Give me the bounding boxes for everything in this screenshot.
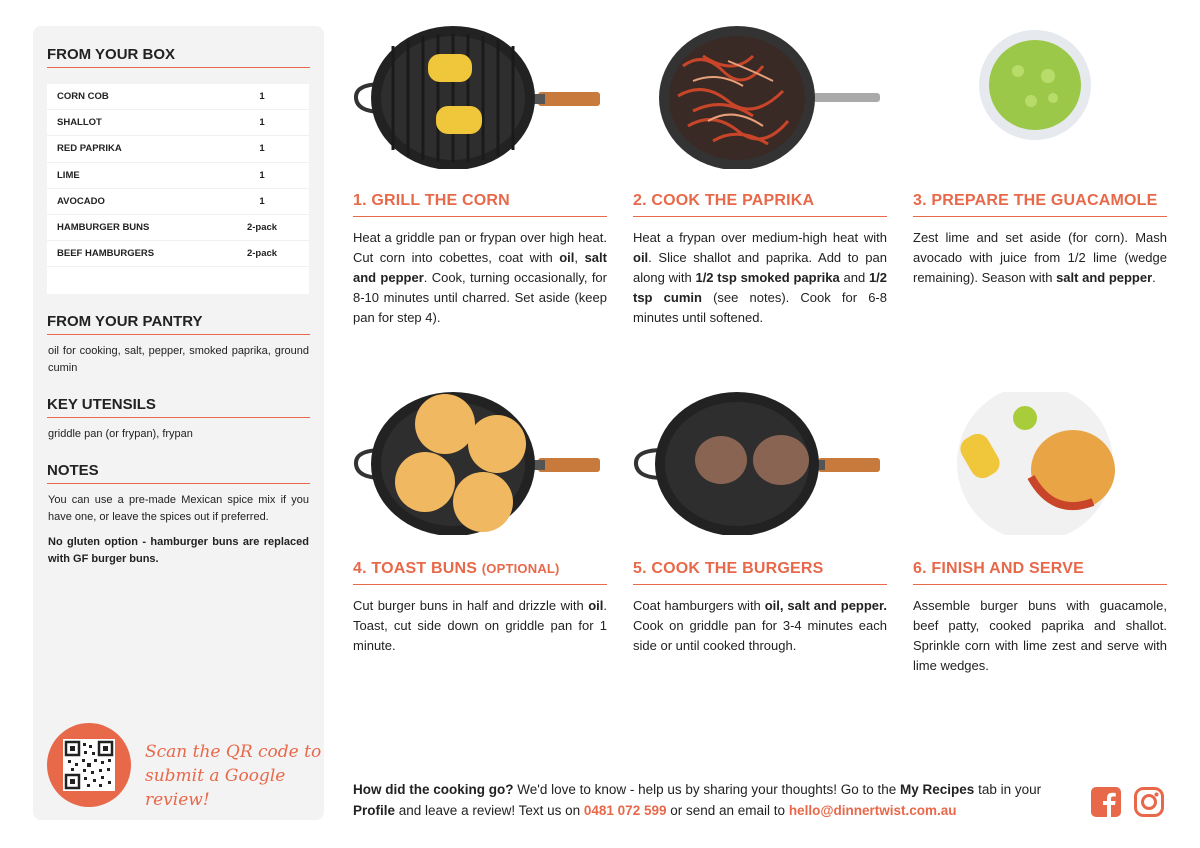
step-3-title: 3. PREPARE THE GUACAMOLE: [913, 192, 1167, 217]
box-item-row: [47, 110, 309, 136]
step-1-instructions: Heat a griddle pan or frypan over high heat. Cut corn into cobettes, coat with oil, salt and pepper. Cook, turning occasionally, for 8-10 minutes until charred. Set aside (keep pan for step 4).: [353, 230, 607, 325]
box-item-qty: 1: [259, 195, 265, 207]
box-item-qty: 1: [259, 117, 265, 129]
profile-link[interactable]: Profile: [353, 803, 396, 818]
utensils-text: griddle pan (or frypan), frypan: [48, 428, 193, 440]
step-6-title: 6. FINISH AND SERVE: [913, 560, 1167, 585]
box-item-qty: 1: [259, 143, 265, 155]
step-2-instructions: Heat a frypan over medium-high heat with oil. Slice shallot and paprika. Add to pan along with 1/2 tsp smoked paprika and 1/2 tsp cumin (see notes). Cook for 6-8 minutes until softened.: [633, 230, 888, 325]
step-2-image: [633, 26, 887, 169]
instagram-icon[interactable]: [1133, 786, 1165, 818]
pantry-text: oil for cooking, salt, pepper, smoked paprika, ground cumin: [48, 345, 309, 374]
box-item-name: SHALLOT: [57, 117, 102, 129]
box-item-qty: 2-pack: [246, 248, 278, 260]
notes-title: NOTES: [47, 462, 310, 484]
qr-code-badge[interactable]: [47, 723, 131, 807]
my-recipes-link[interactable]: My Recipes: [900, 782, 975, 797]
box-item-qty: 2-pack: [246, 222, 278, 234]
step-5-instructions: Coat hamburgers with oil, salt and pepper. Cook on griddle pan for 3-4 minutes each side or until cooked through.: [633, 598, 887, 653]
box-item-name: RED PAPRIKA: [57, 143, 122, 155]
qr-review-note: Scan the QR code to submit a Google review!: [145, 742, 322, 810]
notes-text-1: You can use a pre-made Mexican spice mix if you have one, or leave the spices out if preferred.: [48, 494, 309, 523]
phone-link[interactable]: 0481 072 599: [583, 803, 667, 818]
box-item-row: [47, 84, 309, 110]
box-item-name: AVOCADO: [57, 195, 105, 207]
step-3-image: [913, 26, 1167, 169]
ingredients-sidebar: [33, 26, 324, 820]
step-1-image: [353, 26, 607, 169]
notes-text-2: No gluten option - hamburger buns are replaced with GF burger buns.: [48, 536, 309, 565]
qr-code[interactable]: [63, 739, 115, 791]
box-item-row: [47, 241, 309, 267]
step-5-image: [633, 392, 887, 535]
box-items-table: [47, 84, 309, 294]
box-item-name: CORN COB: [57, 91, 109, 103]
utensils-title: KEY UTENSILS: [47, 396, 310, 418]
step-3-instructions: Zest lime and set aside (for corn). Mash avocado with juice from 1/2 lime (wedge remaining). Season with salt and pepper.: [913, 230, 1167, 285]
step-4-title: 4. TOAST BUNS (OPTIONAL): [353, 560, 607, 585]
email-link[interactable]: hello@dinnertwist.com.au: [788, 803, 957, 818]
box-item-qty: 1: [259, 91, 265, 103]
box-item-row: [47, 215, 309, 241]
step-1-title: 1. GRILL THE CORN: [353, 192, 607, 217]
box-item-name: HAMBURGER BUNS: [57, 222, 150, 234]
box-item-row: [47, 189, 309, 215]
step-6-image: [913, 392, 1167, 535]
box-item-row: [47, 163, 309, 189]
step-5-title: 5. COOK THE BURGERS: [633, 560, 887, 585]
box-item-qty: 1: [259, 169, 265, 181]
box-item-row: [47, 136, 309, 162]
box-item-name: LIME: [57, 169, 80, 181]
review-request-text: How did the cooking go? We'd love to know - help us by sharing your thoughts! Go to the My Recipes tab in your Profile and leave a review! Text us on 0481 072 599 or send an email to hello@dinnertwist.com.au: [353, 782, 1042, 818]
step-6-instructions: Assemble burger buns with guacamole, beef patty, cooked paprika and shallot. Sprinkle corn with lime zest and serve with lime wedges.: [913, 598, 1167, 673]
step-2-title: 2. COOK THE PAPRIKA: [633, 192, 887, 217]
facebook-icon[interactable]: [1090, 786, 1122, 818]
from-box-title: FROM YOUR BOX: [47, 46, 310, 68]
pantry-title: FROM YOUR PANTRY: [47, 313, 310, 335]
step-4-image: [353, 392, 607, 535]
box-item-name: BEEF HAMBURGERS: [57, 248, 155, 260]
step-4-instructions: Cut burger buns in half and drizzle with oil. Toast, cut side down on griddle pan for 1 minute.: [353, 598, 607, 653]
